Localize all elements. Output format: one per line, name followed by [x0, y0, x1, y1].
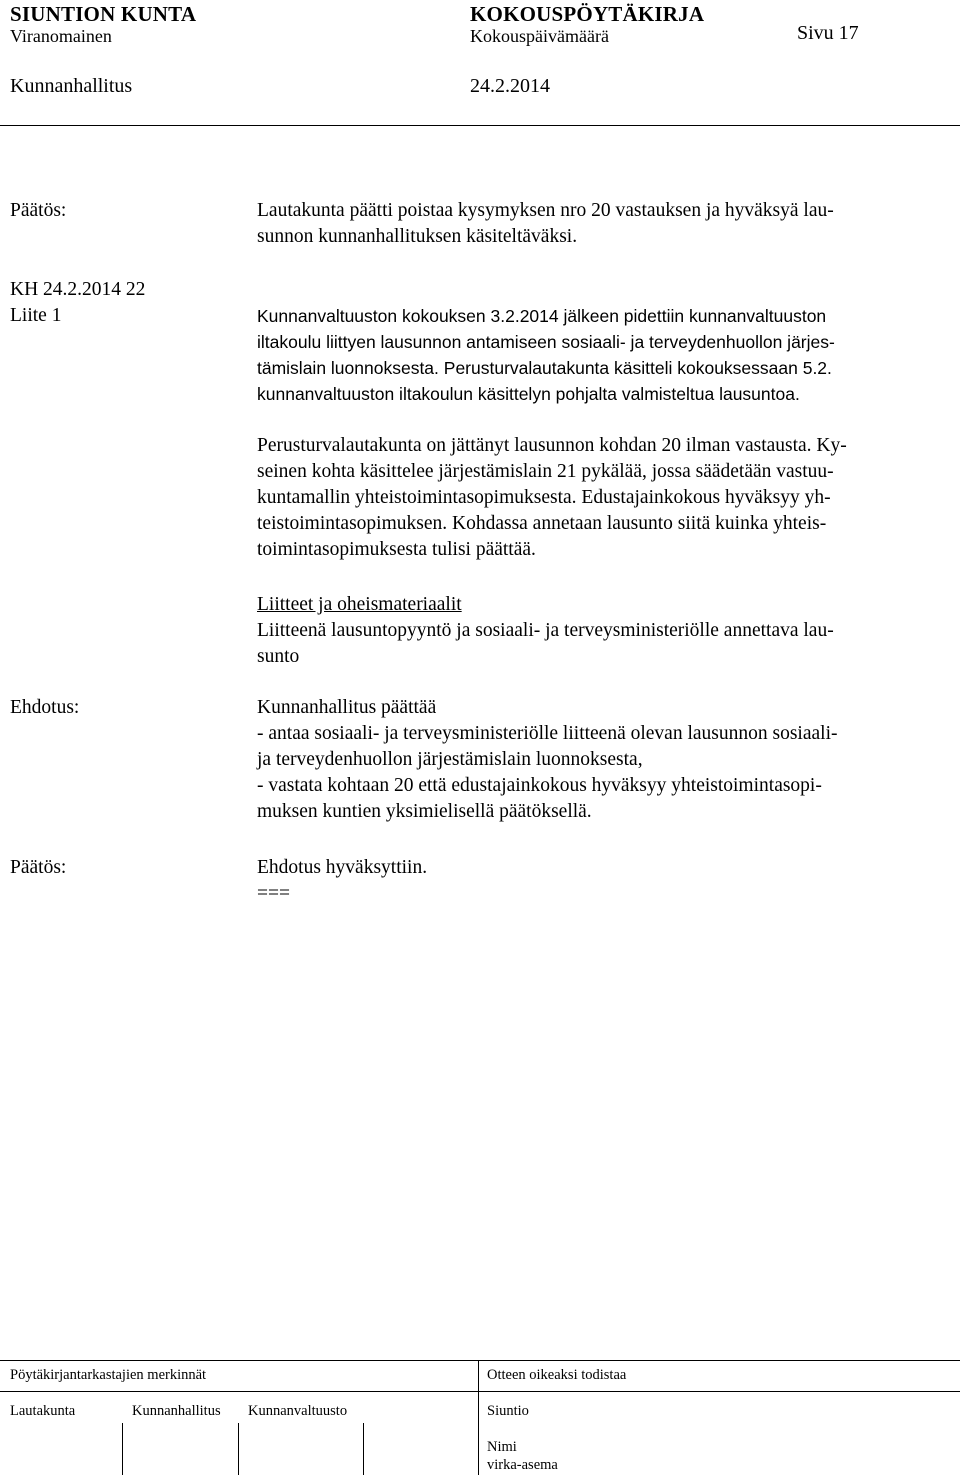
- proposal-text: [257, 695, 937, 825]
- header-divider: [0, 125, 960, 126]
- authority-name: Kunnanhallitus: [10, 75, 133, 97]
- document-type: KOKOUSPÖYTÄKIRJA: [470, 2, 705, 26]
- footer-mid-rule: [0, 1391, 960, 1392]
- explanation-paragraph: [257, 433, 937, 563]
- text-line: iltakoulu liittyen lausunnon antamiseen sosiaali- ja terveydenhuollon järjes-: [257, 332, 835, 352]
- footer-col-divider: [478, 1360, 479, 1475]
- text-line: kunnanvaltuuston iltakoulun käsittelyn pohjalta valmisteltua lausuntoa.: [257, 384, 800, 404]
- org-name: SIUNTION KUNTA: [10, 2, 197, 26]
- footer-name-label: Nimi: [487, 1439, 517, 1455]
- text-line: sunto: [257, 646, 300, 667]
- page-number: Sivu 17: [797, 22, 859, 44]
- text-line: sunnon kunnanhallituksen käsiteltäväksi.: [257, 226, 578, 247]
- footer-col-kunnanvaltuusto: Kunnanvaltuusto: [248, 1403, 348, 1419]
- review-label: Pöytäkirjantarkastajien merkinnät: [10, 1367, 207, 1383]
- background-paragraph: [257, 303, 937, 407]
- footer-top-rule: [0, 1360, 960, 1361]
- footer-col-kunnanhallitus: Kunnanhallitus: [132, 1403, 221, 1419]
- text-line: seinen kohta käsittelee järjestämislain 21 pykälää, jossa säädetään vastuu-: [257, 461, 834, 482]
- text-line: Kunnanhallitus päättää: [257, 697, 437, 718]
- text-line: Ehdotus hyväksyttiin.: [257, 857, 428, 878]
- footer-place: Siuntio: [487, 1403, 529, 1419]
- text-line: tämislain luonnoksesta. Perusturvalautakunta käsitteli kokouksessaan 5.2.: [257, 358, 832, 378]
- certified-label: Otteen oikeaksi todistaa: [487, 1367, 627, 1383]
- text-line: - antaa sosiaali- ja terveysministeriölle liitteenä olevan lausunnon sosiaali-: [257, 723, 838, 744]
- footer-col-divider: [238, 1423, 239, 1475]
- footer-title-label: virka-asema: [487, 1457, 558, 1473]
- attachment-reference: Liite 1: [10, 305, 62, 326]
- text-line: kuntamallin yhteistoimintasopimuksesta. Edustajainkokous hyväksyy yh-: [257, 487, 831, 508]
- text-line: ===: [257, 883, 290, 904]
- text-line: Lautakunta päätti poistaa kysymyksen nro 20 vastauksen ja hyväksyä lau-: [257, 200, 834, 221]
- text-line: Liitteenä lausuntopyyntö ja sosiaali- ja terveysministeriölle annettava lau-: [257, 620, 834, 641]
- text-line: - vastata kohtaan 20 että edustajainkokous hyväksyy yhteistoimintasopi-: [257, 775, 822, 796]
- text-line: ja terveydenhuollon järjestämislain luonnoksesta,: [257, 749, 643, 770]
- footer-col-lautakunta: Lautakunta: [10, 1403, 76, 1419]
- proposal-label: Ehdotus:: [10, 697, 80, 718]
- date-label: Kokouspäivämäärä: [470, 26, 609, 46]
- decision-label: Päätös:: [10, 857, 67, 878]
- text-line: muksen kuntien yksimielisellä päätöksellä.: [257, 801, 592, 822]
- text-line: Kunnanvaltuuston kokouksen 3.2.2014 jälkeen pidettiin kunnanvaltuuston: [257, 306, 827, 326]
- meeting-date: 24.2.2014: [470, 75, 550, 97]
- text-line: teistoimintasopimuksen. Kohdassa annetaan lausunto siitä kuinka yhteis-: [257, 513, 827, 534]
- attachments-heading: Liitteet ja oheismateriaalit: [257, 594, 462, 615]
- attachments-section: [257, 592, 937, 670]
- kh-reference: KH 24.2.2014 22: [10, 279, 146, 300]
- footer-col-divider: [122, 1423, 123, 1475]
- text-line: Perusturvalautakunta on jättänyt lausunnon kohdan 20 ilman vastausta. Ky-: [257, 435, 847, 456]
- authority-label: Viranomainen: [10, 26, 112, 46]
- footer-col-divider: [363, 1423, 364, 1475]
- decision-text: [257, 198, 937, 250]
- decision-label: Päätös:: [10, 200, 67, 221]
- decision-text: [257, 855, 937, 907]
- text-line: toimintasopimuksesta tulisi päättää.: [257, 539, 536, 560]
